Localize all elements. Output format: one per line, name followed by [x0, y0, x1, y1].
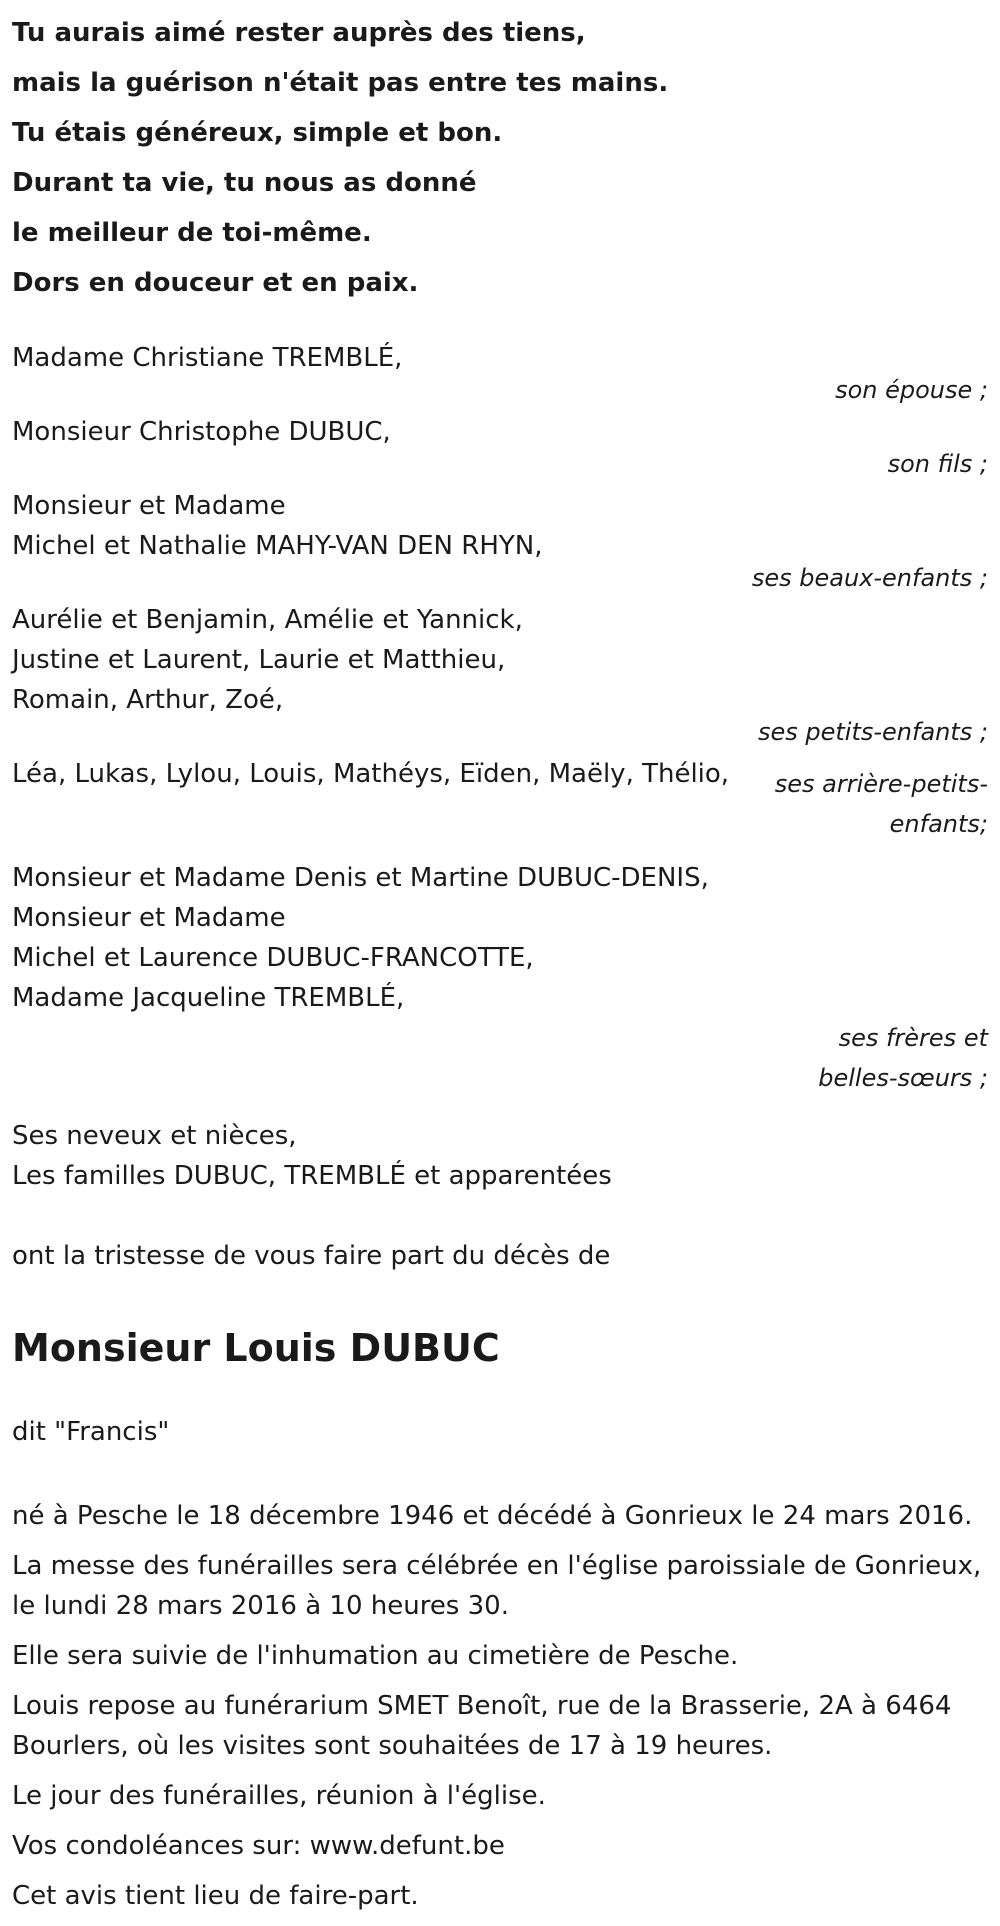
extended-family-line: Ses neveux et nièces, — [12, 1121, 297, 1151]
mourner-names — [12, 486, 988, 566]
poem-line: Dors en douceur et en paix. — [12, 268, 419, 298]
mourner-name: Monsieur Christophe DUBUC, — [12, 417, 391, 447]
mourner-entry-grandchildren — [12, 600, 988, 752]
detail-paragraph: Le jour des funérailles, réunion à l'église. — [12, 1781, 546, 1811]
obituary-notice — [12, 0, 992, 1926]
mourner-name: Madame Jacqueline TREMBLÉ, — [12, 983, 405, 1013]
mourner-name: Monsieur et Madame — [12, 491, 286, 521]
mourners-list — [12, 338, 988, 1098]
mourner-entry-siblings — [12, 858, 988, 1098]
detail-paragraph: Elle sera suivie de l'inhumation au cimetière de Pesche. — [12, 1641, 739, 1671]
poem-line: Tu aurais aimé rester auprès des tiens, — [12, 18, 586, 48]
extended-family-line: Les familles DUBUC, TREMBLÉ et apparentées — [12, 1161, 612, 1191]
mourner-entry-great-grandchildren — [12, 754, 988, 856]
detail-paragraph: Louis repose au funérarium SMET Benoît, rue de la Brasserie, 2A à 6464 Bourlers, où les visites sont souhaitées de 17 à 19 heures. — [12, 1691, 952, 1761]
mourner-name: Madame Christiane TREMBLÉ, — [12, 343, 403, 373]
mourner-name: Michel et Nathalie MAHY-VAN DEN RHYN, — [12, 531, 543, 561]
detail-paragraph: Cet avis tient lieu de faire-part. — [12, 1881, 419, 1911]
condolences-link-text: Vos condoléances sur: www.defunt.be — [12, 1831, 505, 1861]
mourner-relation — [12, 1018, 988, 1098]
poem-line: le meilleur de toi-même. — [12, 218, 372, 248]
mourner-entry-son — [12, 412, 988, 484]
mourner-relation-line: enfants; — [889, 810, 988, 838]
mourner-name: Romain, Arthur, Zoé, — [12, 685, 284, 715]
mourner-relation-line: ses frères et — [838, 1024, 988, 1052]
mourner-entry-in-laws — [12, 486, 988, 598]
mourner-names — [12, 600, 988, 720]
poem — [12, 8, 992, 308]
deceased-name: Monsieur Louis DUBUC — [12, 1326, 500, 1370]
deceased-alias: dit "Francis" — [12, 1417, 170, 1447]
mourner-names — [12, 858, 988, 1018]
mourner-relation: son épouse ; — [835, 376, 988, 404]
poem-line: mais la guérison n'était pas entre tes mains. — [12, 68, 669, 98]
extended-family — [12, 1116, 992, 1196]
mourner-relation: son fils ; — [887, 450, 988, 478]
mourner-names — [12, 754, 752, 794]
detail-paragraph: La messe des funérailles sera célébrée en l'église paroissiale de Gonrieux, le lundi 28 mars 2016 à 10 heures 30. — [12, 1551, 982, 1621]
funeral-details — [12, 1496, 992, 1916]
mourner-relation — [748, 764, 988, 844]
detail-paragraph: né à Pesche le 18 décembre 1946 et décédé à Gonrieux le 24 mars 2016. — [12, 1501, 973, 1531]
mourner-entry-spouse — [12, 338, 988, 410]
mourner-name: Justine et Laurent, Laurie et Matthieu, — [12, 645, 506, 675]
poem-line: Tu étais généreux, simple et bon. — [12, 118, 503, 148]
mourner-relation-line: belles-sœurs ; — [818, 1064, 988, 1092]
mourner-name: Michel et Laurence DUBUC-FRANCOTTE, — [12, 943, 534, 973]
mourner-relation: ses beaux-enfants ; — [751, 564, 988, 592]
announcement-text: ont la tristesse de vous faire part du décès de — [12, 1241, 611, 1271]
mourner-name: Monsieur et Madame — [12, 903, 286, 933]
mourner-relation: ses petits-enfants ; — [757, 718, 988, 746]
poem-line: Durant ta vie, tu nous as donné — [12, 168, 477, 198]
mourner-name: Monsieur et Madame Denis et Martine DUBUC-DENIS, — [12, 863, 709, 893]
mourner-name: Léa, Lukas, Lylou, Louis, Mathéys, Eïden, Maëly, Thélio, — [12, 759, 730, 789]
mourner-name: Aurélie et Benjamin, Amélie et Yannick, — [12, 605, 523, 635]
mourner-relation-line: ses arrière-petits- — [774, 770, 988, 798]
